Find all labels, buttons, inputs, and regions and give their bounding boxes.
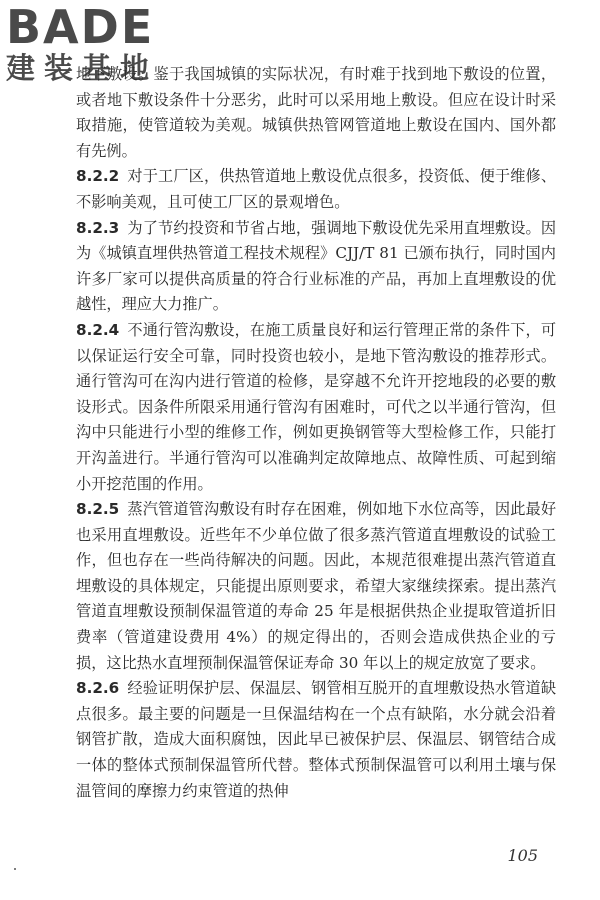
paragraph-text: 地下敷设。鉴于我国城镇的实际状况，有时难于找到地下敷设的位置，或者地下敷设条件十分恶劣，此时可以采用地上敷设。但应在设计时采取措施，使管道较为美观。城镇供热管网管道地上敷设在国内、国外都有先例。 (76, 65, 556, 160)
clause-number: 8.2.2 (76, 167, 120, 186)
logo-mark: BADE (6, 0, 155, 54)
logo-subtitle: 建装基地 (6, 51, 159, 85)
clause-number: 8.2.5 (76, 500, 120, 519)
clause-text: 经验证明保护层、保温层、钢管相互脱开的直埋敷设热水管道缺点很多。最主要的问题是一旦保温结构在一个点有缺陷，水分就会沿着钢管扩散，造成大面积腐蚀，因此早已被保护层、保温层、钢管结合成一体的整体式预制保温管所代替。整体式预制保温管可以利用土壤与保温管间的摩擦力约束管道的热伸 (76, 679, 556, 800)
clause-text: 为了节约投资和节省占地，强调地下敷设优先采用直埋敷设。因为《城镇直埋供热管道工程技术规程》CJJ/T 81 已颁布执行，同时国内许多厂家可以提供高质量的符合行业标准的产品，再加上直埋敷设的优越性，理应大力推广。 (76, 218, 556, 314)
clause-8-2-5 (76, 497, 556, 676)
clause-number: 8.2.4 (76, 320, 120, 339)
clause-text: 对于工厂区，供热管道地上敷设优点很多，投资低、便于维修、不影响美观，且可使工厂区的景观增色。 (76, 167, 556, 211)
clause-8-2-3 (76, 216, 556, 318)
clause-text: 不通行管沟敷设，在施工质量良好和运行管理正常的条件下，可以保证运行安全可靠，同时投资也较小，是地下管沟敷设的推荐形式。通行管沟可在沟内进行管道的检修，是穿越不允许开挖地段的必要的敷设形式。因条件所限采用通行管沟有困难时，可代之以半通行管沟，但沟中只能进行小型的维修工作，例如更换钢管等大型检修工作，只能打开沟盖进行。半通行管沟可以准确判定故障地点、故障性质、可起到缩小开挖范围的作用。 (76, 320, 556, 493)
page-number: 105 (507, 846, 538, 865)
clause-text: 蒸汽管道管沟敷设有时存在困难，例如地下水位高等，因此最好也采用直埋敷设。近些年不少单位做了很多蒸汽管道直埋敷设的试验工作，但也存在一些尚待解决的问题。因此，本规范很难提出蒸汽管道直埋敷设的具体规定，只能提出原则要求，希望大家继续探索。提出蒸汽管道直埋敷设预制保温管道的寿命 25 年是根据供热企业提取管道折旧费率（管道建设费用 4%）的规定得出的，否则会造成供热企业的亏损，这比热水直埋预制保温管保证寿命 30 年以上的规定放宽了要求。 (76, 500, 556, 672)
paragraph-continuation (76, 62, 556, 164)
page-body (76, 62, 556, 804)
scan-speck (14, 868, 16, 870)
clause-8-2-4 (76, 318, 556, 497)
clause-8-2-6 (76, 676, 556, 804)
clause-number: 8.2.6 (76, 679, 120, 698)
clause-number: 8.2.3 (76, 218, 120, 237)
clause-8-2-2 (76, 164, 556, 215)
